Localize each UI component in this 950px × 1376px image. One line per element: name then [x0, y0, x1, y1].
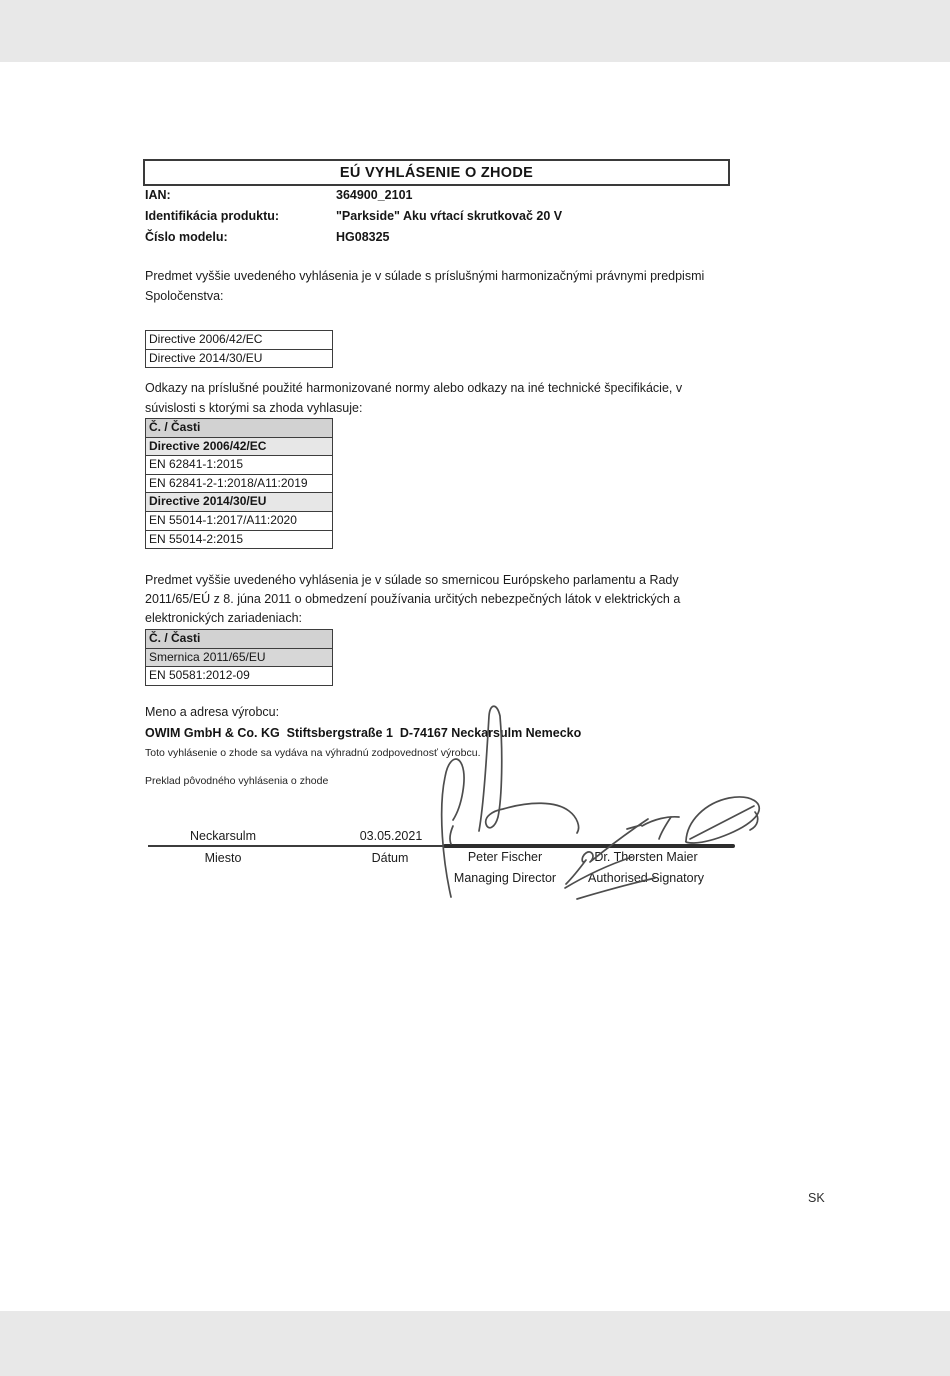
product-row-ian: [0, 188, 950, 203]
signature-date-label: Dátum: [371, 851, 409, 865]
signer2-name: Dr. Thorsten Maier: [594, 850, 698, 864]
signer2-title: Authorised Signatory: [587, 871, 705, 885]
ian-value: 364900_2101: [336, 188, 413, 202]
directives-table: [145, 330, 333, 368]
paragraph-line: Odkazy na príslušné použité harmonizované normy alebo odkazy na iné technické špecifikácie, v: [145, 381, 683, 395]
table-row: Directive 2014/30/EU: [146, 349, 332, 368]
table-row: Directive 2006/42/EC: [146, 331, 332, 349]
table-row: Directive 2006/42/EC: [146, 437, 332, 456]
paragraph-line: súvislosti s ktorými sa zhoda vyhlasuje:: [145, 400, 363, 415]
paragraph-line: 2011/65/EÚ z 8. júna 2011 o obmedzení používania určitých nebezpečných látok v elektrických a: [145, 592, 681, 606]
harmonisation-paragraph: [145, 267, 745, 306]
ian-label: IAN:: [145, 188, 171, 202]
product-id-value: "Parkside" Aku vŕtací skrutkovač 20 V: [336, 209, 563, 223]
language-code: SK: [808, 1191, 825, 1205]
paragraph-line: Predmet vyššie uvedeného vyhlásenia je v súlade s príslušnými harmonizačnými právnymi predpismi: [145, 269, 705, 283]
table-row: EN 55014-2:2015: [146, 530, 332, 549]
responsibility-note: Toto vyhlásenie o zhode sa vydáva na výhradnú zodpovednosť výrobcu.: [145, 747, 481, 759]
references-paragraph: [145, 379, 745, 418]
model-label: Číslo modelu:: [145, 230, 228, 244]
standards-table: [145, 418, 333, 549]
signer1-title: Managing Director: [453, 871, 557, 885]
product-row-model: [0, 230, 950, 245]
model-value: HG08325: [336, 230, 390, 244]
signature-place-value: Neckarsulm: [190, 829, 256, 843]
bottom-margin-band: [0, 1311, 950, 1376]
paragraph-line: elektronických zariadeniach:: [145, 611, 303, 625]
declaration-title: EÚ VYHLÁSENIE O ZHODE: [339, 164, 534, 181]
table-header: Č. / Časti: [146, 419, 332, 437]
table-header: Č. / Časti: [146, 630, 332, 648]
signature-date-value: 03.05.2021: [359, 829, 423, 843]
rohs-paragraph: [145, 571, 745, 628]
product-id-label: Identifikácia produktu:: [145, 209, 280, 223]
signer1-name: Peter Fischer: [467, 850, 543, 864]
rohs-table: [145, 629, 333, 686]
paragraph-line: Predmet vyššie uvedeného vyhlásenia je v súlade so smernicou Európskeho parlamentu a Rady: [145, 573, 679, 587]
paragraph-line: Spoločenstva:: [145, 288, 224, 303]
table-row: Directive 2014/30/EU: [146, 492, 332, 511]
product-row-identification: [0, 209, 950, 224]
manufacturer-heading: Meno a adresa výrobcu:: [145, 705, 280, 719]
signature-line-heavy: [443, 844, 735, 848]
signature-place-label: Miesto: [204, 851, 242, 865]
declaration-title-box: [143, 159, 730, 186]
table-row: EN 62841-1:2015: [146, 455, 332, 474]
top-margin-band: [0, 0, 950, 62]
translation-note: Preklad pôvodného vyhlásenia o zhode: [145, 775, 329, 787]
manufacturer-name-address: OWIM GmbH & Co. KG Stiftsbergstraße 1 D-74167 Neckarsulm Nemecko: [145, 726, 582, 740]
table-row: Smernica 2011/65/EU: [146, 648, 332, 667]
table-row: EN 55014-1:2017/A11:2020: [146, 511, 332, 530]
table-row: EN 62841-2-1:2018/A11:2019: [146, 474, 332, 493]
table-row: EN 50581:2012-09: [146, 666, 332, 685]
